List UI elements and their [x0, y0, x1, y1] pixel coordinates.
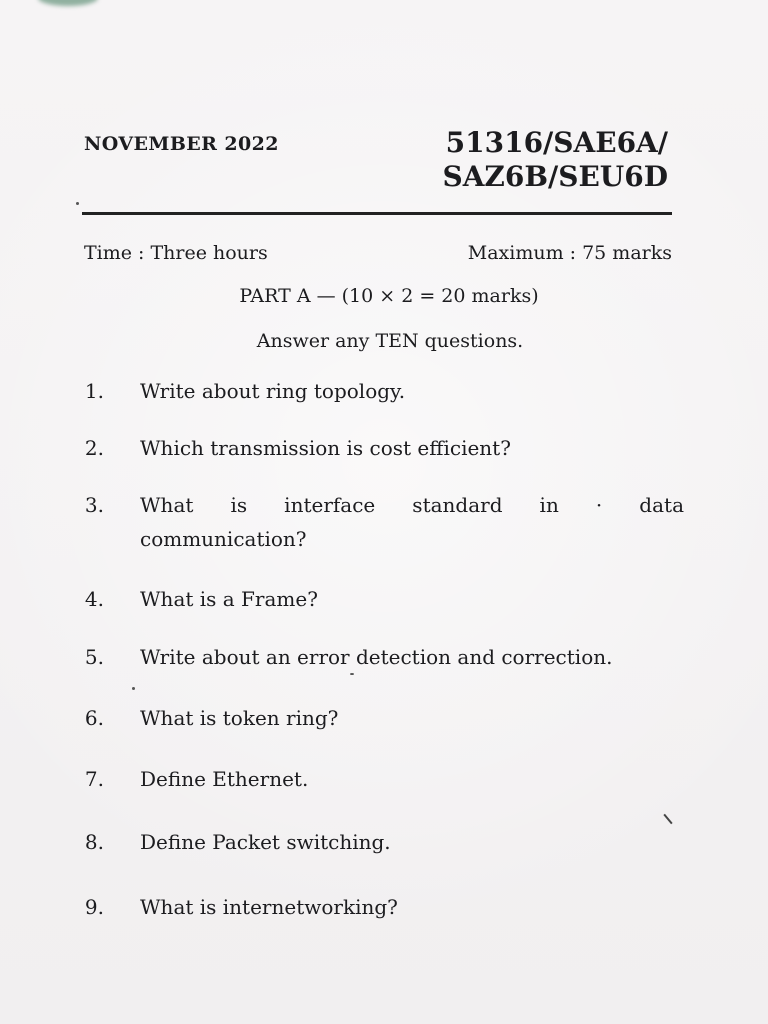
exam-duration: Time : Three hours [84, 242, 268, 264]
question-number: 2. [84, 436, 104, 460]
section-title: PART A — (10 × 2 = 20 marks) [239, 285, 539, 307]
question-number: 3. [84, 493, 104, 517]
maximum-marks: Maximum : 75 marks [467, 242, 672, 264]
question-text: What is token ring? [140, 706, 339, 730]
question-text: What is a Frame? [140, 587, 318, 611]
pen-tick-mark [663, 814, 672, 824]
paper-code-line1: 51316/SAE6A/ [445, 126, 668, 159]
paper-code [442, 126, 668, 194]
question-number: 6. [84, 706, 104, 730]
question-number: 5. [84, 645, 104, 669]
question-number: 7. [84, 767, 104, 791]
exam-month: NOVEMBER 2022 [84, 133, 279, 155]
question-text: Define Ethernet. [140, 767, 309, 791]
paper-speck [350, 673, 354, 675]
question-number: 4. [84, 587, 104, 611]
paper-speck [76, 202, 79, 205]
question-number: 1. [84, 379, 104, 403]
question-text: What is internetworking? [140, 895, 398, 919]
smudge-mark [38, 0, 98, 6]
question-text-continuation: communication? [140, 527, 307, 551]
question-text: What is interface standard in · data [140, 493, 684, 517]
paper-speck [132, 687, 135, 690]
question-text: Which transmission is cost efficient? [140, 436, 511, 460]
paper-code-line2: SAZ6B/SEU6D [442, 160, 668, 193]
header-divider [82, 212, 672, 215]
question-text: Write about ring topology. [140, 379, 406, 403]
question-text: Define Packet switching. [140, 830, 391, 854]
section-instruction: Answer any TEN questions. [256, 330, 524, 352]
question-number: 9. [84, 895, 104, 919]
question-number: 8. [84, 830, 104, 854]
question-text: Write about an error detection and correction. [140, 645, 613, 669]
